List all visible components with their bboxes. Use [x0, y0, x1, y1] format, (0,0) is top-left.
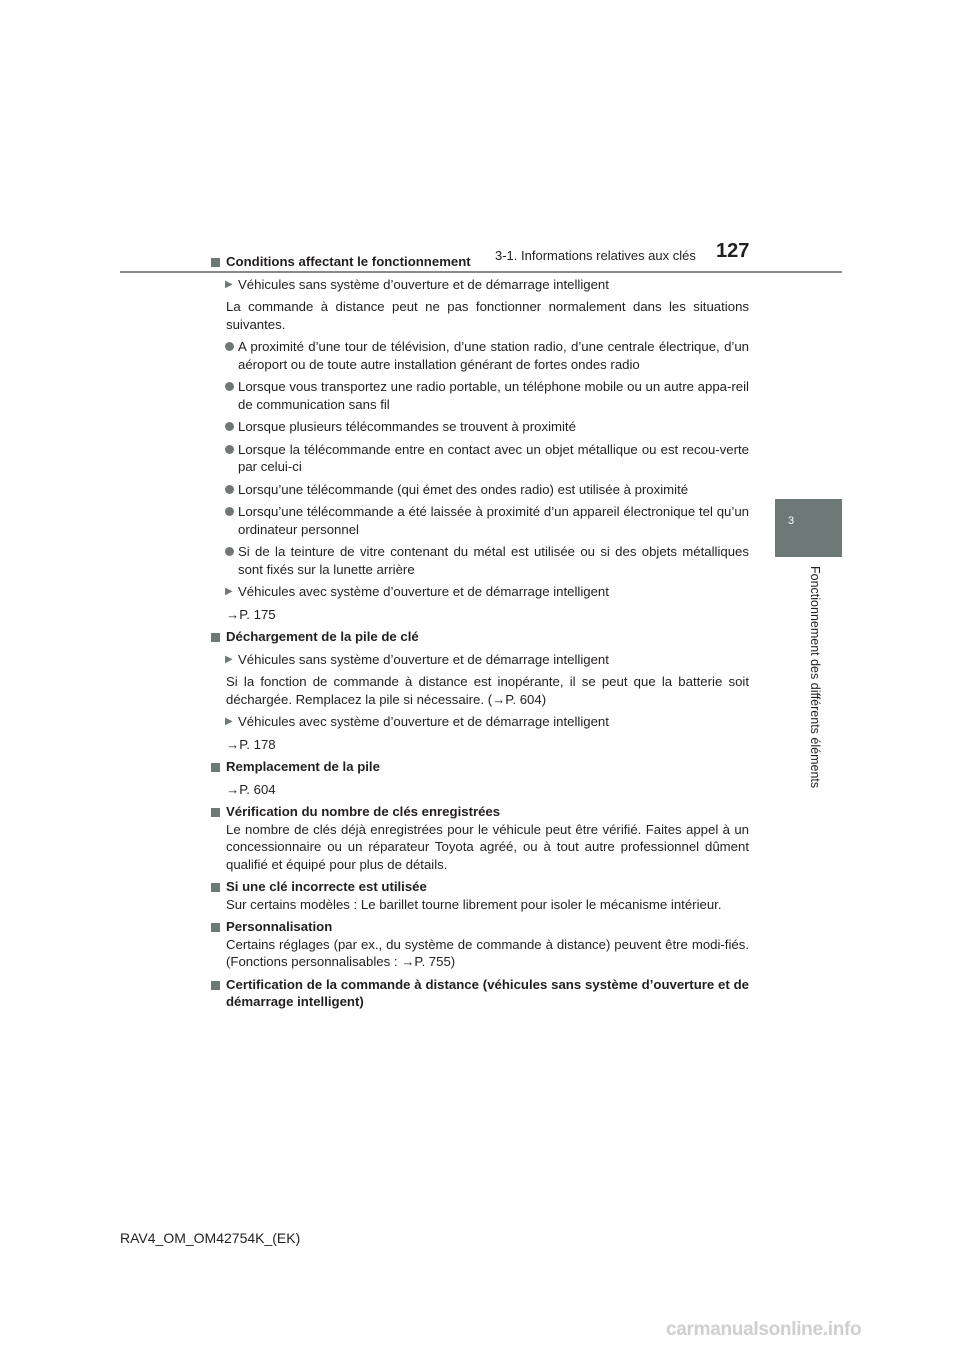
section-heading: [211, 918, 749, 936]
subheading: [211, 651, 749, 669]
section-heading: [211, 803, 749, 821]
dot-bullet-icon: [225, 507, 234, 516]
subheading: [211, 276, 749, 294]
subheading: [211, 713, 749, 731]
list-item-text: Si de la teinture de vitre contenant du métal est utilisée ou si des objets métalliques sont fixés sur la lunette arrière: [238, 544, 749, 577]
page-reference[interactable]: →P. 175: [226, 606, 276, 622]
list-item: [211, 441, 749, 476]
page-reference[interactable]: →P. 604: [226, 781, 276, 797]
subheading-text: Véhicules avec système d’ouverture et de démarrage intelligent: [238, 584, 609, 599]
subheading-text: Véhicules sans système d’ouverture et de démarrage intelligent: [238, 276, 609, 292]
triangle-bullet-icon: ▶: [225, 586, 233, 597]
section-heading: [211, 976, 749, 1011]
list-item: [211, 378, 749, 413]
dot-bullet-icon: [225, 547, 234, 556]
list-item: [211, 481, 749, 499]
square-bullet-icon: [211, 923, 220, 932]
list-item-text: Lorsqu’une télécommande (qui émet des ondes radio) est utilisée à proximité: [238, 481, 689, 497]
triangle-bullet-icon: ▶: [225, 716, 233, 727]
paragraph: La commande à distance peut ne pas fonctionner normalement dans les situations suivantes.: [226, 299, 749, 332]
paragraph: Certains réglages (par ex., du système de commande à distance) peuvent être modi-fiés. (Fonctions personnalisables : →P. 755): [226, 936, 749, 969]
square-bullet-icon: [211, 883, 220, 892]
dot-bullet-icon: [225, 422, 234, 431]
page-content: [211, 253, 749, 1016]
chapter-tab: [775, 499, 842, 557]
triangle-bullet-icon: ▶: [225, 653, 233, 665]
list-item: [211, 503, 749, 538]
subheading-text: Véhicules avec système d’ouverture et de démarrage intelligent: [238, 714, 609, 729]
paragraph: Sur certains modèles : Le barillet tourne librement pour isoler le mécanisme intérieur.: [226, 896, 722, 912]
dot-bullet-icon: [225, 445, 234, 454]
paragraph: Si la fonction de commande à distance est inopérante, il se peut que la batterie soit déchargée. Remplacez la pile si nécessaire. (→P. 604): [226, 674, 749, 707]
chapter-side-label: Fonctionnement des différents éléments: [808, 566, 822, 789]
page-reference[interactable]: →P. 178: [226, 736, 276, 752]
list-item-text: Lorsque la télécommande entre en contact avec un objet métallique ou est recou-verte par celui-ci: [238, 441, 749, 474]
subheading-text: Véhicules sans système d’ouverture et de démarrage intelligent: [238, 651, 609, 667]
square-bullet-icon: [211, 258, 220, 267]
dot-bullet-icon: [225, 382, 234, 391]
list-item-text: A proximité d’une tour de télévision, d’une station radio, d’une centrale électrique, d’un aéroport ou de toute autre installation générant de fortes ondes radio: [238, 339, 749, 372]
subheading: [211, 583, 749, 601]
square-bullet-icon: [211, 763, 220, 772]
section-heading: [211, 628, 749, 646]
list-item: [211, 338, 749, 373]
chapter-tab-number: 3: [788, 515, 795, 527]
square-bullet-icon: [211, 633, 220, 642]
list-item: [211, 418, 749, 436]
list-item: [211, 543, 749, 578]
square-bullet-icon: [211, 981, 220, 990]
heading-text: Si une clé incorrecte est utilisée: [226, 879, 427, 894]
heading-text: Vérification du nombre de clés enregistrées: [226, 804, 501, 819]
heading-text: Certification de la commande à distance (véhicules sans système d’ouverture et de démarrage intelligent): [226, 976, 749, 1009]
heading-text: Remplacement de la pile: [226, 759, 380, 774]
section-heading: [211, 758, 749, 776]
triangle-bullet-icon: ▶: [225, 278, 233, 290]
heading-text: Conditions affectant le fonctionnement: [226, 254, 471, 269]
square-bullet-icon: [211, 808, 220, 817]
dot-bullet-icon: [225, 342, 234, 351]
paragraph: Le nombre de clés déjà enregistrées pour le véhicule peut être vérifié. Faites appel à un concessionnaire ou un réparateur Toyota agréé, ou à tout autre professionnel dûment qualifié et équipé pour plus de détails.: [226, 821, 749, 872]
watermark: carmanualsonline.info: [666, 1319, 862, 1340]
list-item-text: Lorsqu’une télécommande a été laissée à proximité d’un appareil électronique tel qu’un ordinateur personnel: [238, 504, 749, 537]
list-item-text: Lorsque plusieurs télécommandes se trouvent à proximité: [238, 419, 576, 434]
section-heading: [211, 253, 749, 271]
section-title: 3-1. Informations relatives aux clés: [495, 248, 696, 263]
list-item-text: Lorsque vous transportez une radio portable, un téléphone mobile ou un autre appa-reil de communication sans fil: [238, 379, 749, 412]
page-number: 127: [716, 240, 750, 262]
heading-text: Déchargement de la pile de clé: [226, 629, 419, 644]
document-code: RAV4_OM_OM42754K_(EK): [120, 1230, 301, 1246]
heading-text: Personnalisation: [226, 919, 333, 934]
section-heading: [211, 878, 749, 896]
dot-bullet-icon: [225, 485, 234, 494]
